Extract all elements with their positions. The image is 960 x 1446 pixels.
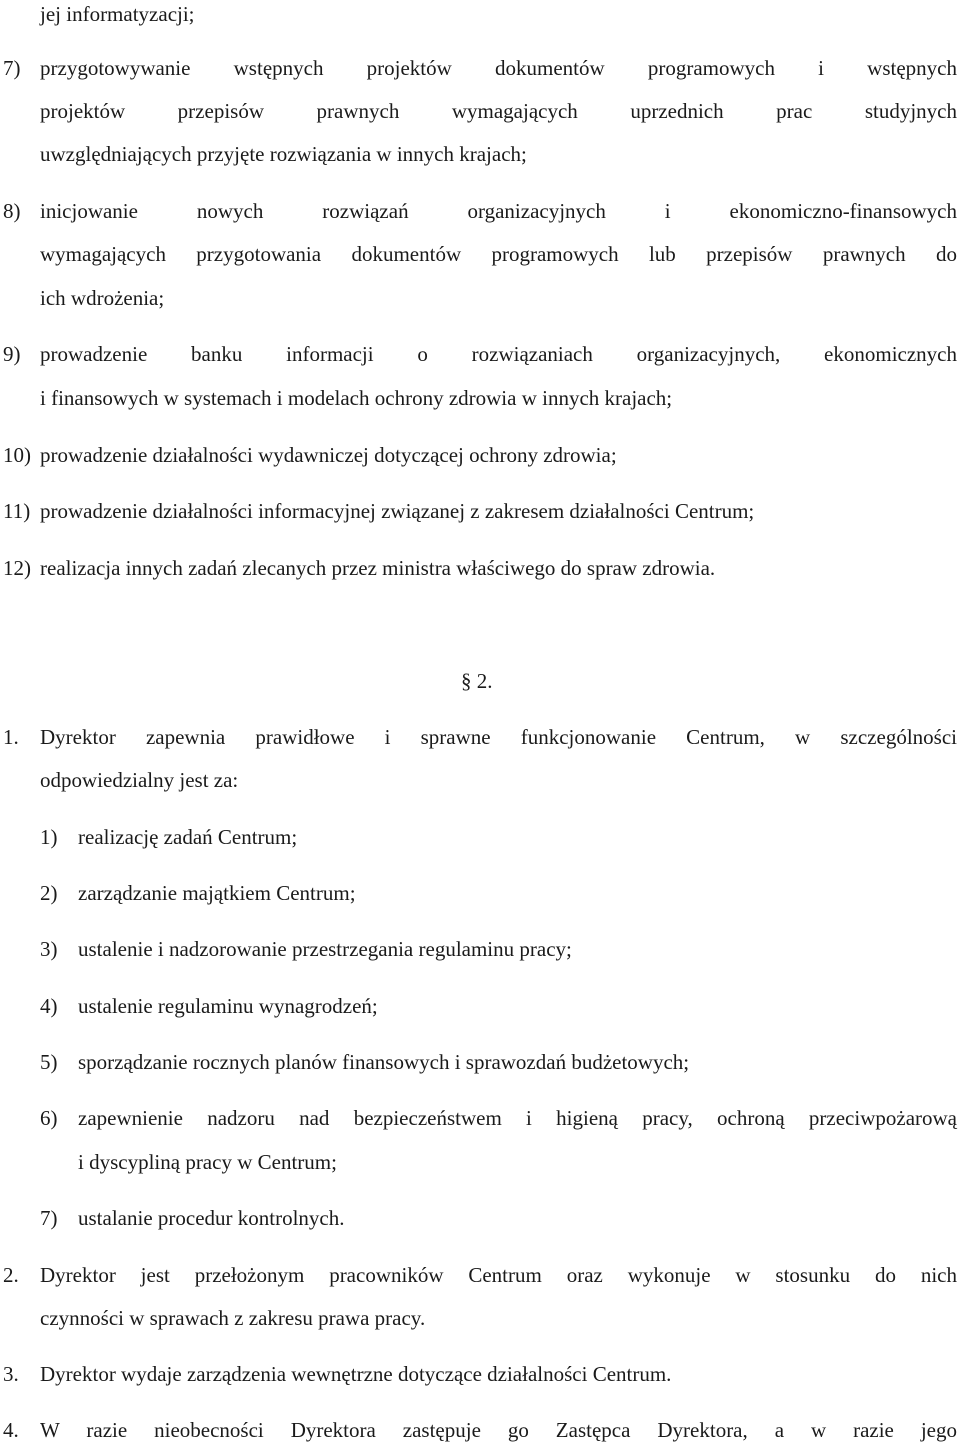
item-text-line: zarządzanie majątkiem Centrum; xyxy=(78,881,356,905)
item-number: 12) xyxy=(3,556,31,580)
item-number: 11) xyxy=(3,499,31,523)
item-number: 8) xyxy=(3,199,21,223)
item-text-line: realizacja innych zadań zlecanych przez ministra właściwego do spraw zdrowia. xyxy=(40,556,716,580)
continuation-text: jej informatyzacji; xyxy=(40,2,195,26)
paragraph-text-line: odpowiedzialny jest za: xyxy=(40,768,239,792)
item-text-line: ustalanie procedur kontrolnych. xyxy=(78,1206,345,1230)
paragraph-text-line: czynności w sprawach z zakresu prawa pracy. xyxy=(40,1306,426,1330)
item-text-line: uwzględniających przyjęte rozwiązania w innych krajach; xyxy=(40,142,527,166)
item-text-line: prowadzenie banku informacji o rozwiązaniach organizacyjnych, ekonomicznych xyxy=(40,342,957,366)
paragraph-text-line: W razie nieobecności Dyrektora zastępuje go Zastępca Dyrektora, a w razie jego xyxy=(40,1418,957,1442)
item-text-line: przygotowywanie wstępnych projektów dokumentów programowych i wstępnych xyxy=(40,56,957,80)
item-text-line: inicjowanie nowych rozwiązań organizacyjnych i ekonomiczno-finansowych xyxy=(40,199,957,223)
paragraph-number: 2. xyxy=(3,1263,19,1287)
item-number: 4) xyxy=(40,994,58,1018)
item-text-line: ich wdrożenia; xyxy=(40,286,165,310)
item-number: 2) xyxy=(40,881,58,905)
section-heading: § 2. xyxy=(461,669,493,693)
item-number: 7) xyxy=(3,56,21,80)
paragraph-text-line: Dyrektor zapewnia prawidłowe i sprawne funkcjonowanie Centrum, w szczególności xyxy=(40,725,957,749)
item-text-line: i dyscypliną pracy w Centrum; xyxy=(78,1150,337,1174)
item-text-line: realizację zadań Centrum; xyxy=(78,825,298,849)
item-text-line: ustalenie regulaminu wynagrodzeń; xyxy=(78,994,378,1018)
paragraph-number: 4. xyxy=(3,1418,19,1442)
paragraph-number: 1. xyxy=(3,725,19,749)
item-number: 5) xyxy=(40,1050,58,1074)
paragraph-number: 3. xyxy=(3,1362,19,1386)
item-text-line: wymagających przygotowania dokumentów programowych lub przepisów prawnych do xyxy=(40,242,957,266)
item-number: 9) xyxy=(3,342,21,366)
item-text-line: sporządzanie rocznych planów finansowych i sprawozdań budżetowych; xyxy=(78,1050,690,1074)
item-number: 6) xyxy=(40,1106,58,1130)
item-number: 7) xyxy=(40,1206,58,1230)
item-text-line: prowadzenie działalności wydawniczej dotyczącej ochrony zdrowia; xyxy=(40,443,617,467)
item-text-line: prowadzenie działalności informacyjnej związanej z zakresem działalności Centrum; xyxy=(40,499,755,523)
item-text-line: zapewnienie nadzoru nad bezpieczeństwem i higieną pracy, ochroną przeciwpożarową xyxy=(78,1106,957,1130)
item-text-line: ustalenie i nadzorowanie przestrzegania regulaminu pracy; xyxy=(78,937,572,961)
paragraph-text-line: Dyrektor jest przełożonym pracowników Centrum oraz wykonuje w stosunku do nich xyxy=(40,1263,957,1287)
item-number: 10) xyxy=(3,443,31,467)
item-number: 1) xyxy=(40,825,58,849)
paragraph-text-line: Dyrektor wydaje zarządzenia wewnętrzne dotyczące działalności Centrum. xyxy=(40,1362,672,1386)
item-number: 3) xyxy=(40,937,58,961)
item-text-line: i finansowych w systemach i modelach ochrony zdrowia w innych krajach; xyxy=(40,386,673,410)
item-text-line: projektów przepisów prawnych wymagających uprzednich prac studyjnych xyxy=(40,99,957,123)
